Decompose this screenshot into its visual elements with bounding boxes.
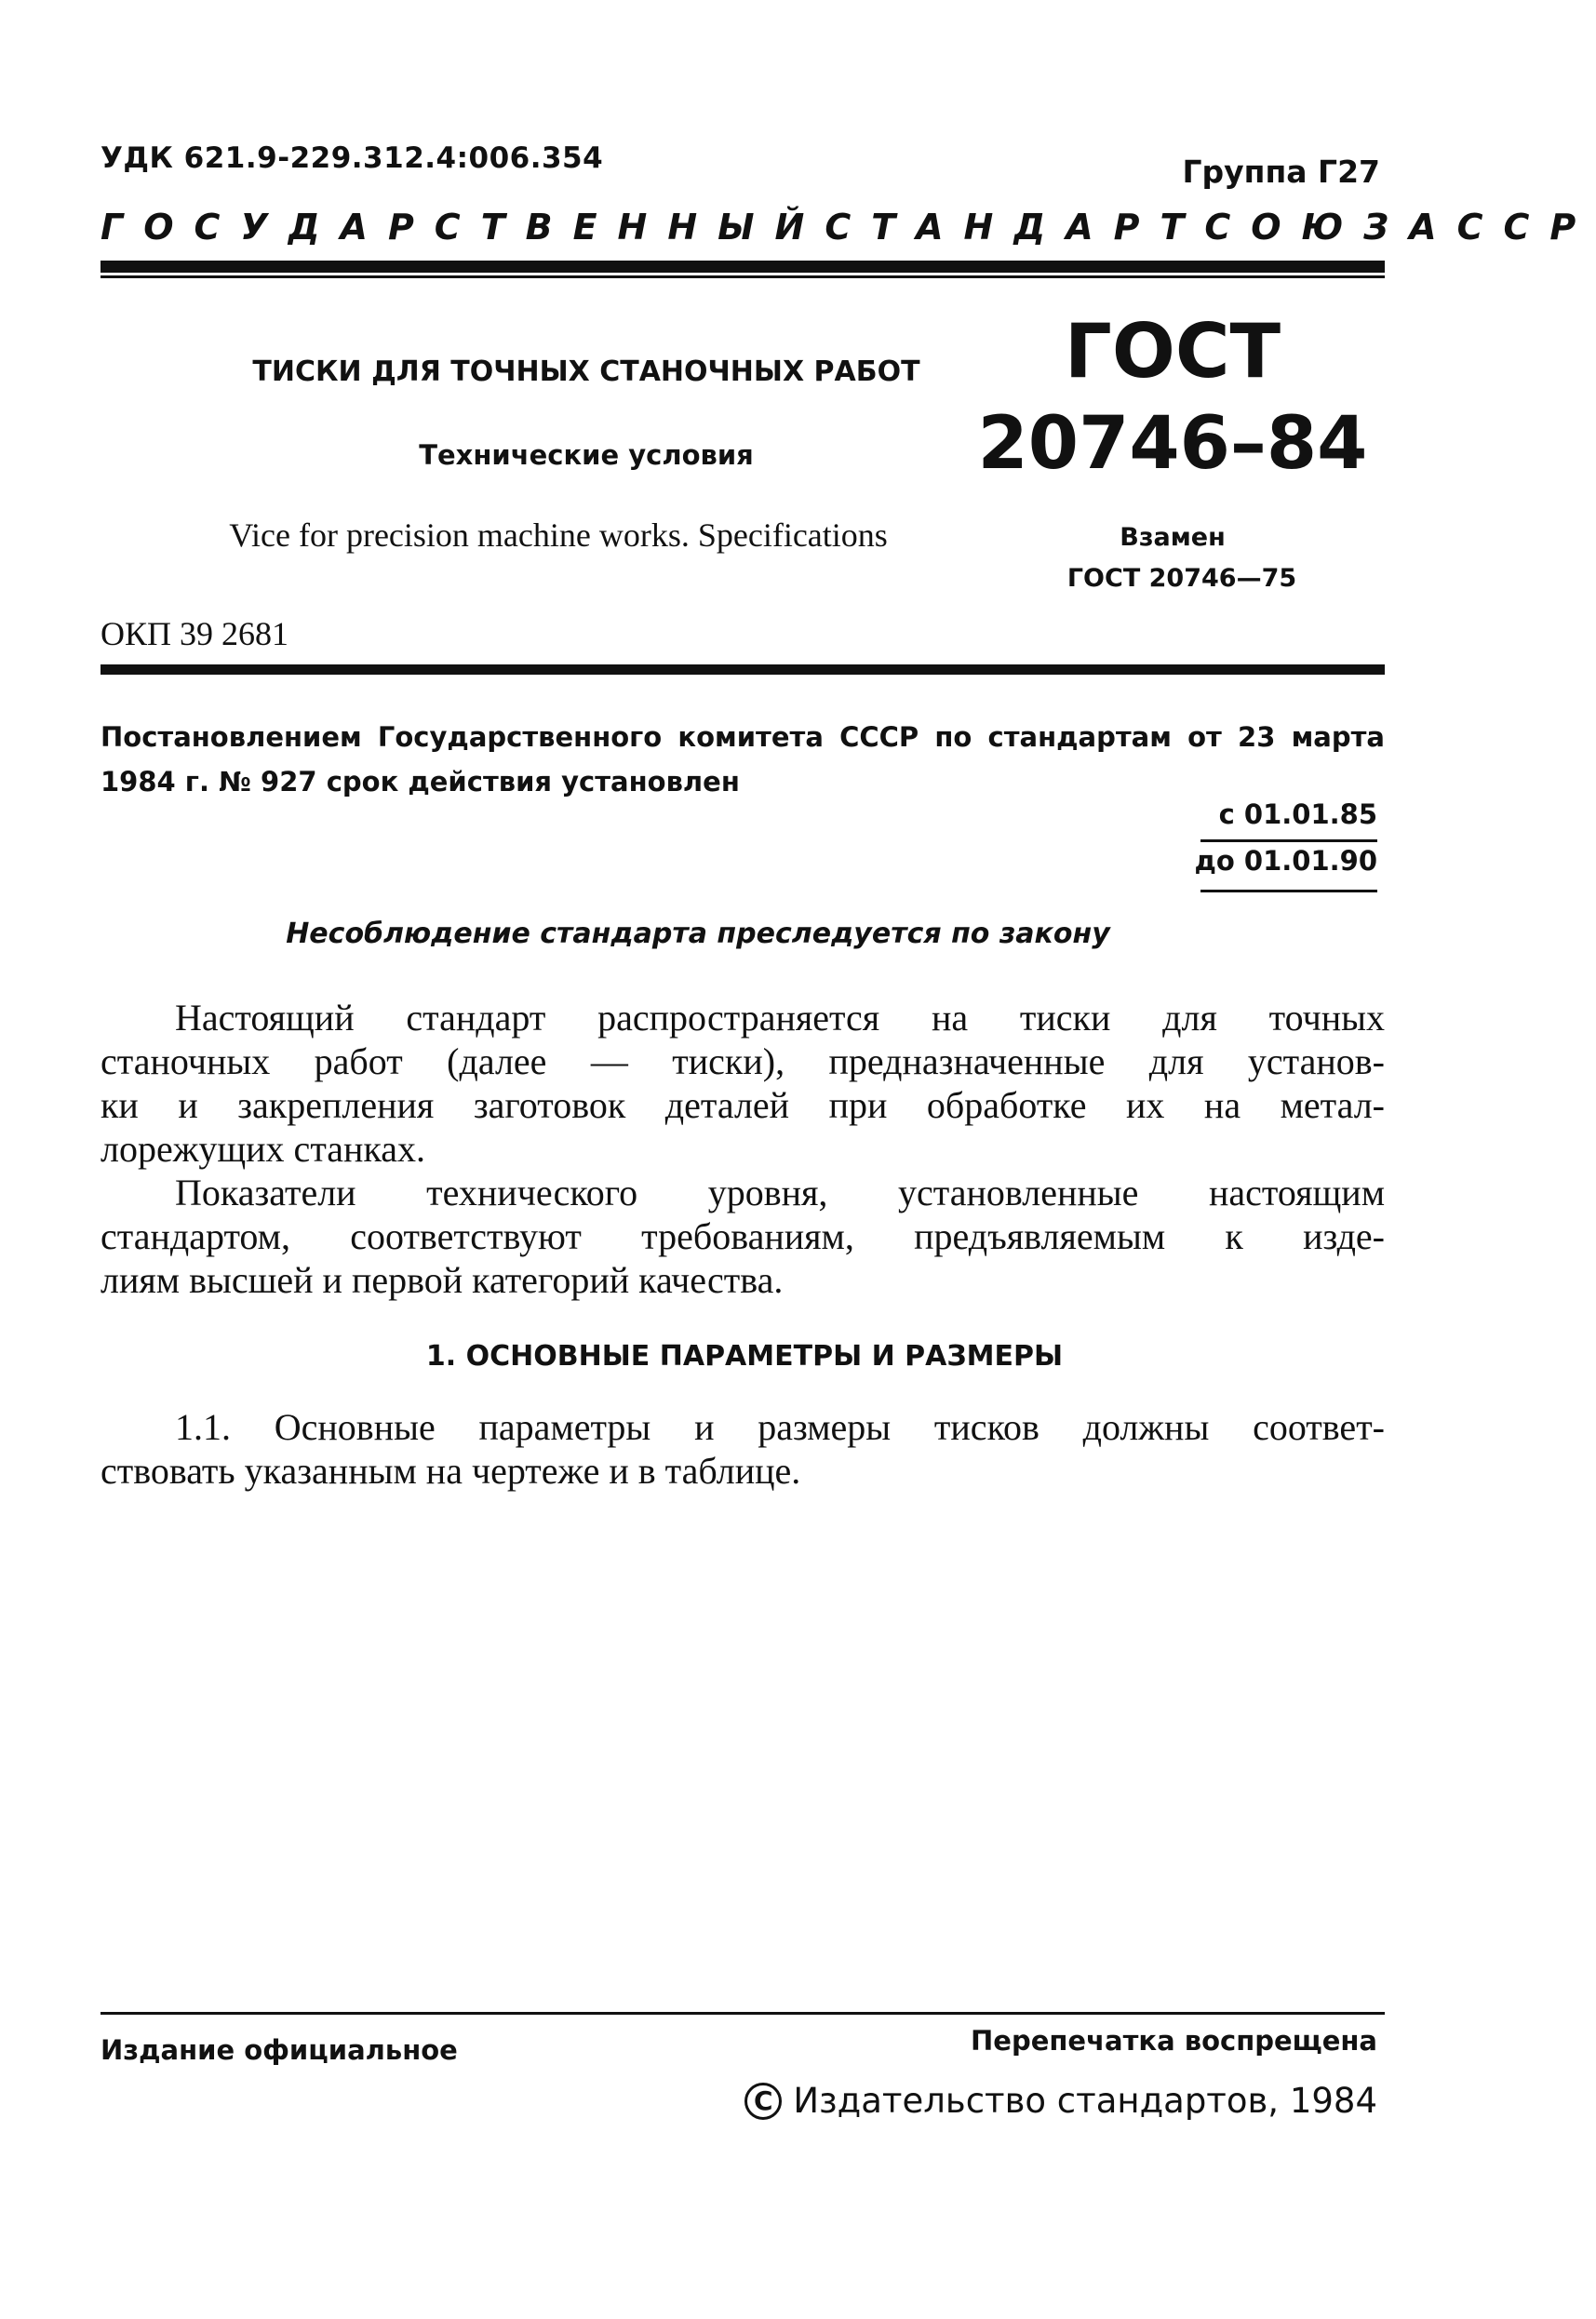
- paragraph-line: Настоящий стандарт распространяется на тиски для точных: [175, 997, 1385, 1039]
- reprint-notice: Перепечатка воспрещена: [971, 2025, 1377, 2057]
- state-standard-word: СОЮЗА: [1204, 207, 1457, 248]
- effective-date-to: до 01.01.90: [1194, 845, 1377, 877]
- penalty-notice: Несоблюдение стандарта преследуется по закону: [286, 918, 1110, 950]
- header-thin-rule: [101, 275, 1385, 278]
- replace-label: Взамен: [1120, 523, 1226, 552]
- group-code: Группа Г27: [1182, 154, 1380, 190]
- copyright-line: [744, 2081, 1377, 2121]
- paragraph-line: стандартом, соответствуют требованиям, предъявляемым к изде-: [101, 1215, 1385, 1257]
- english-title: Vice for precision machine works. Specifications: [229, 516, 888, 554]
- document-subtitle: Технические условия: [419, 439, 754, 471]
- section-heading: 1. ОСНОВНЫЕ ПАРАМЕТРЫ И РАЗМЕРЫ: [425, 1340, 1064, 1373]
- paragraph-line: лорежущих станках.: [101, 1128, 426, 1170]
- section-paragraph: [101, 1405, 1385, 1493]
- date-underline: [1200, 839, 1377, 842]
- copyright-icon: C: [744, 2083, 782, 2120]
- paragraph-line: ствовать указанным на чертеже и в таблице.: [101, 1450, 801, 1492]
- paragraph-line: ки и закрепления заготовок деталей при обработке их на метал-: [101, 1084, 1385, 1126]
- state-standard-word: СТАНДАРТ: [825, 207, 1205, 248]
- state-standard-heading: [101, 207, 1596, 248]
- decree-text: Постановлением Государственного комитета СССР по стандартам от 23 марта 1984 г. № 927 срок действия установлен: [101, 721, 1385, 798]
- gost-label: ГОСТ: [1064, 308, 1281, 395]
- publisher: Издательство стандартов, 1984: [793, 2081, 1377, 2121]
- state-standard-word: ГОСУДАРСТВЕННЫЙ: [101, 207, 825, 248]
- intro-paragraph: [101, 996, 1385, 1171]
- replaced-standard: ГОСТ 20746—75: [1066, 564, 1297, 593]
- effective-date-from: с 01.01.85: [1218, 798, 1377, 830]
- paragraph-line: станочных работ (далее — тиски), предназначенные для установ-: [101, 1040, 1385, 1082]
- gost-number: 20746–84: [977, 402, 1368, 486]
- okp-code: ОКП 39 2681: [101, 615, 289, 652]
- official-edition-label: Издание официальное: [101, 2034, 458, 2066]
- quality-paragraph: [101, 1171, 1385, 1302]
- document-title: ТИСКИ ДЛЯ ТОЧНЫХ СТАНОЧНЫХ РАБОТ: [252, 355, 920, 388]
- paragraph-line: лиям высшей и первой категорий качества.: [101, 1259, 784, 1301]
- state-standard-word: ССР: [1456, 207, 1596, 248]
- paragraph-line: Показатели технического уровня, установленные настоящим: [175, 1172, 1385, 1213]
- header-thick-rule: [101, 261, 1385, 273]
- paragraph-line: 1.1. Основные параметры и размеры тисков должны соответ-: [175, 1406, 1385, 1448]
- udk-code: УДК 621.9-229.312.4:006.354: [101, 141, 604, 175]
- footer-rule: [101, 2012, 1385, 2015]
- title-block-rule: [101, 664, 1385, 675]
- date-underline: [1200, 890, 1377, 892]
